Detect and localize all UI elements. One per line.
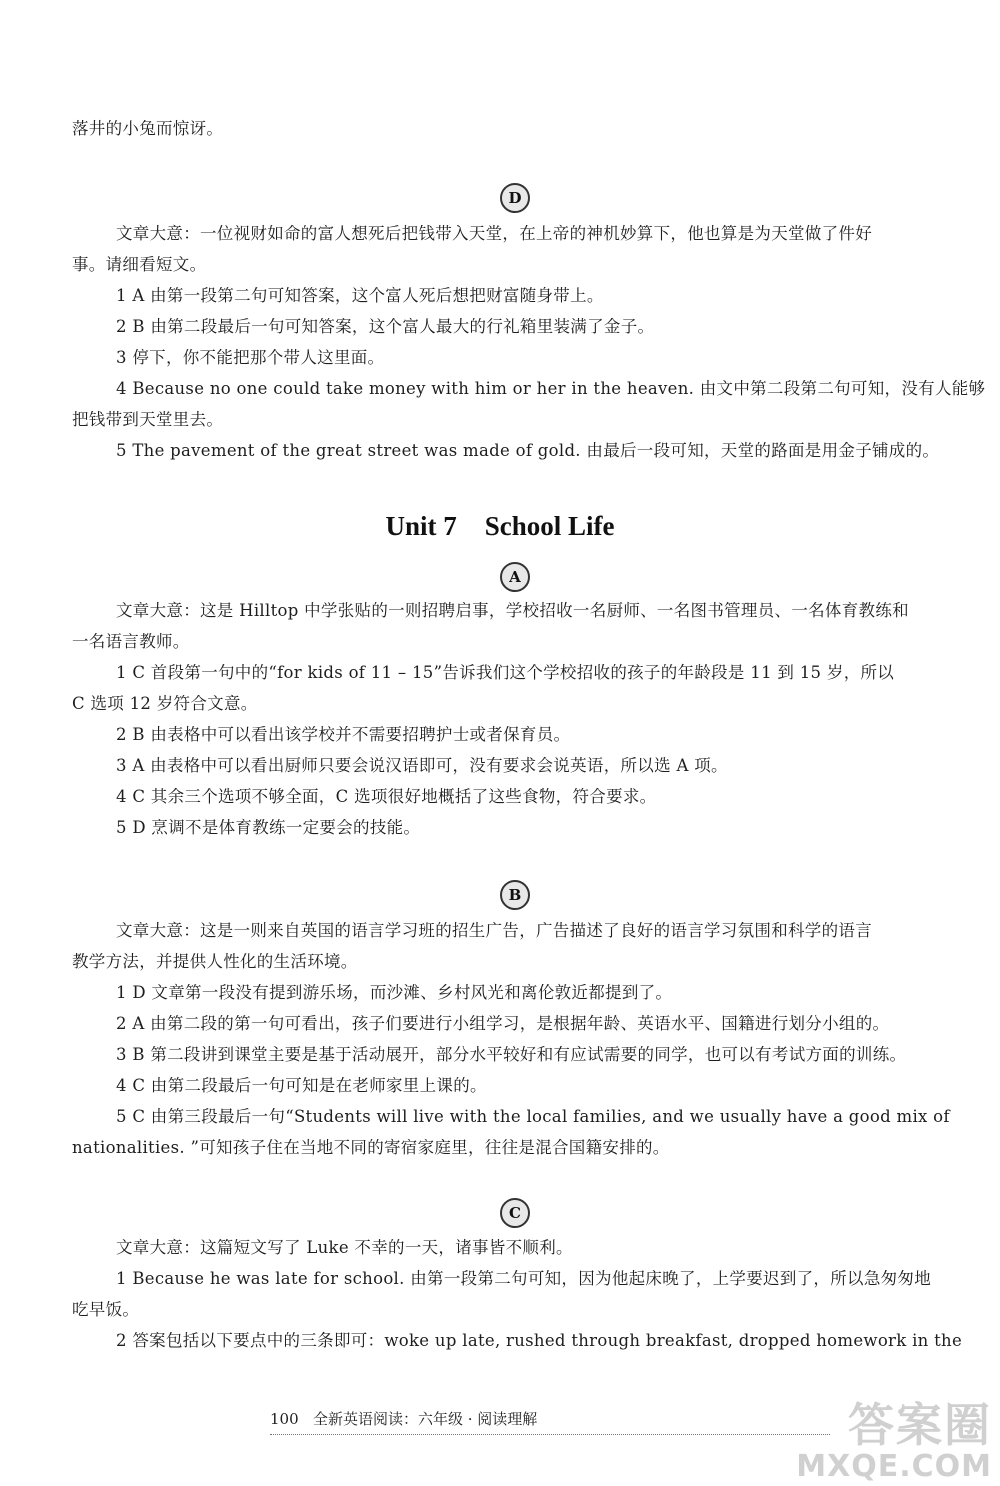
- answer-c1: 1 Because he was late for school. 由第一段第二句可知，因为他起床晚了，上学要迟到了，所以急匆匆地: [116, 1269, 932, 1288]
- answer-c1-cont: 吃早饭。: [72, 1300, 140, 1319]
- book-title: 全新英语阅读：六年级 · 阅读理解: [312, 1410, 538, 1428]
- section-d-badge: D: [500, 183, 530, 213]
- answer-d2: 2 B 由第二段最后一句可知答案，这个富人最大的行礼箱里装满了金子。: [116, 317, 655, 336]
- section-a-badge: A: [500, 562, 530, 592]
- unit-title: [0, 508, 1000, 544]
- answer-b1: 1 D 文章第一段没有提到游乐场，而沙滩、乡村风光和离伦敦近都提到了。: [116, 983, 673, 1002]
- answer-a1-cont: C 选项 12 岁符合文意。: [72, 694, 258, 713]
- answer-b5: 5 C 由第三段最后一句“Students will live with the local families, and we usually have a good mix of: [116, 1107, 950, 1126]
- section-c-badge: C: [500, 1198, 530, 1228]
- answer-d3: 3 停下，你不能把那个带人这里面。: [116, 348, 385, 367]
- page-number: 100: [270, 1410, 299, 1428]
- section-b-summary: 文章大意：这是一则来自英国的语言学习班的招生广告，广告描述了良好的语言学习氛围和科学的语言: [116, 921, 872, 940]
- answer-d4-cont: 把钱带到天堂里去。: [72, 410, 224, 429]
- answer-b3: 3 B 第二段讲到课堂主要是基于活动展开，部分水平较好和有应试需要的同学，也可以有考试方面的训练。: [116, 1045, 907, 1064]
- answer-a1: 1 C 首段第一句中的“for kids of 11 – 15”告诉我们这个学校招收的孩子的年龄段是 11 到 15 岁，所以: [116, 663, 895, 682]
- unit-number: Unit 7: [385, 511, 457, 541]
- answer-b4: 4 C 由第二段最后一句可知是在老师家里上课的。: [116, 1076, 487, 1095]
- unit-name: School Life: [484, 511, 615, 541]
- section-d-summary-cont: 事。请细看短文。: [72, 255, 207, 274]
- section-a-summary-cont: 一名语言教师。: [72, 632, 190, 651]
- text-line: 落井的小兔而惊讶。: [72, 119, 224, 138]
- answer-d5: 5 The pavement of the great street was made of gold. 由最后一段可知，天堂的路面是用金子铺成的。: [116, 441, 940, 460]
- site-watermark: [772, 1400, 992, 1486]
- section-a-summary: 文章大意：这是 Hilltop 中学张贴的一则招聘启事，学校招收一名厨师、一名图书管理员、一名体育教练和: [116, 601, 909, 620]
- answer-b2: 2 A 由第二段的第一句可看出，孩子们要进行小组学习，是根据年龄、英语水平、国籍进行划分小组的。: [116, 1014, 890, 1033]
- section-b-summary-cont: 教学方法，并提供人性化的生活环境。: [72, 952, 358, 971]
- answer-d4: 4 Because no one could take money with him or her in the heaven. 由文中第二段第二句可知，没有人能够: [116, 379, 986, 398]
- answer-a2: 2 B 由表格中可以看出该学校并不需要招聘护士或者保育员。: [116, 725, 571, 744]
- watermark-domain: MXQE.COM: [796, 1449, 992, 1484]
- answer-a5: 5 D 烹调不是体育教练一定要会的技能。: [116, 818, 421, 837]
- answer-b5-cont: nationalities. ”可知孩子住在当地不同的寄宿家庭里，往往是混合国籍安排的。: [72, 1138, 670, 1157]
- footer-rule: [270, 1434, 830, 1435]
- answer-a4: 4 C 其余三个选项不够全面，C 选项很好地概括了这些食物，符合要求。: [116, 787, 657, 806]
- page-footer: [270, 1409, 537, 1429]
- answer-c2: 2 答案包括以下要点中的三条即可：woke up late, rushed through breakfast, dropped homework in the: [116, 1331, 963, 1350]
- section-c-summary: 文章大意：这篇短文写了 Luke 不幸的一天，诸事皆不顺利。: [116, 1238, 573, 1257]
- section-b-badge: B: [500, 880, 530, 910]
- answer-d1: 1 A 由第一段第二句可知答案，这个富人死后想把财富随身带上。: [116, 286, 604, 305]
- section-d-summary: 文章大意：一位视财如命的富人想死后把钱带入天堂，在上帝的神机妙算下，他也算是为天堂做了件好: [116, 224, 872, 243]
- watermark-logo-text: 答案圈: [848, 1398, 992, 1452]
- answer-a3: 3 A 由表格中可以看出厨师只要会说汉语即可，没有要求会说英语，所以选 A 项。: [116, 756, 728, 775]
